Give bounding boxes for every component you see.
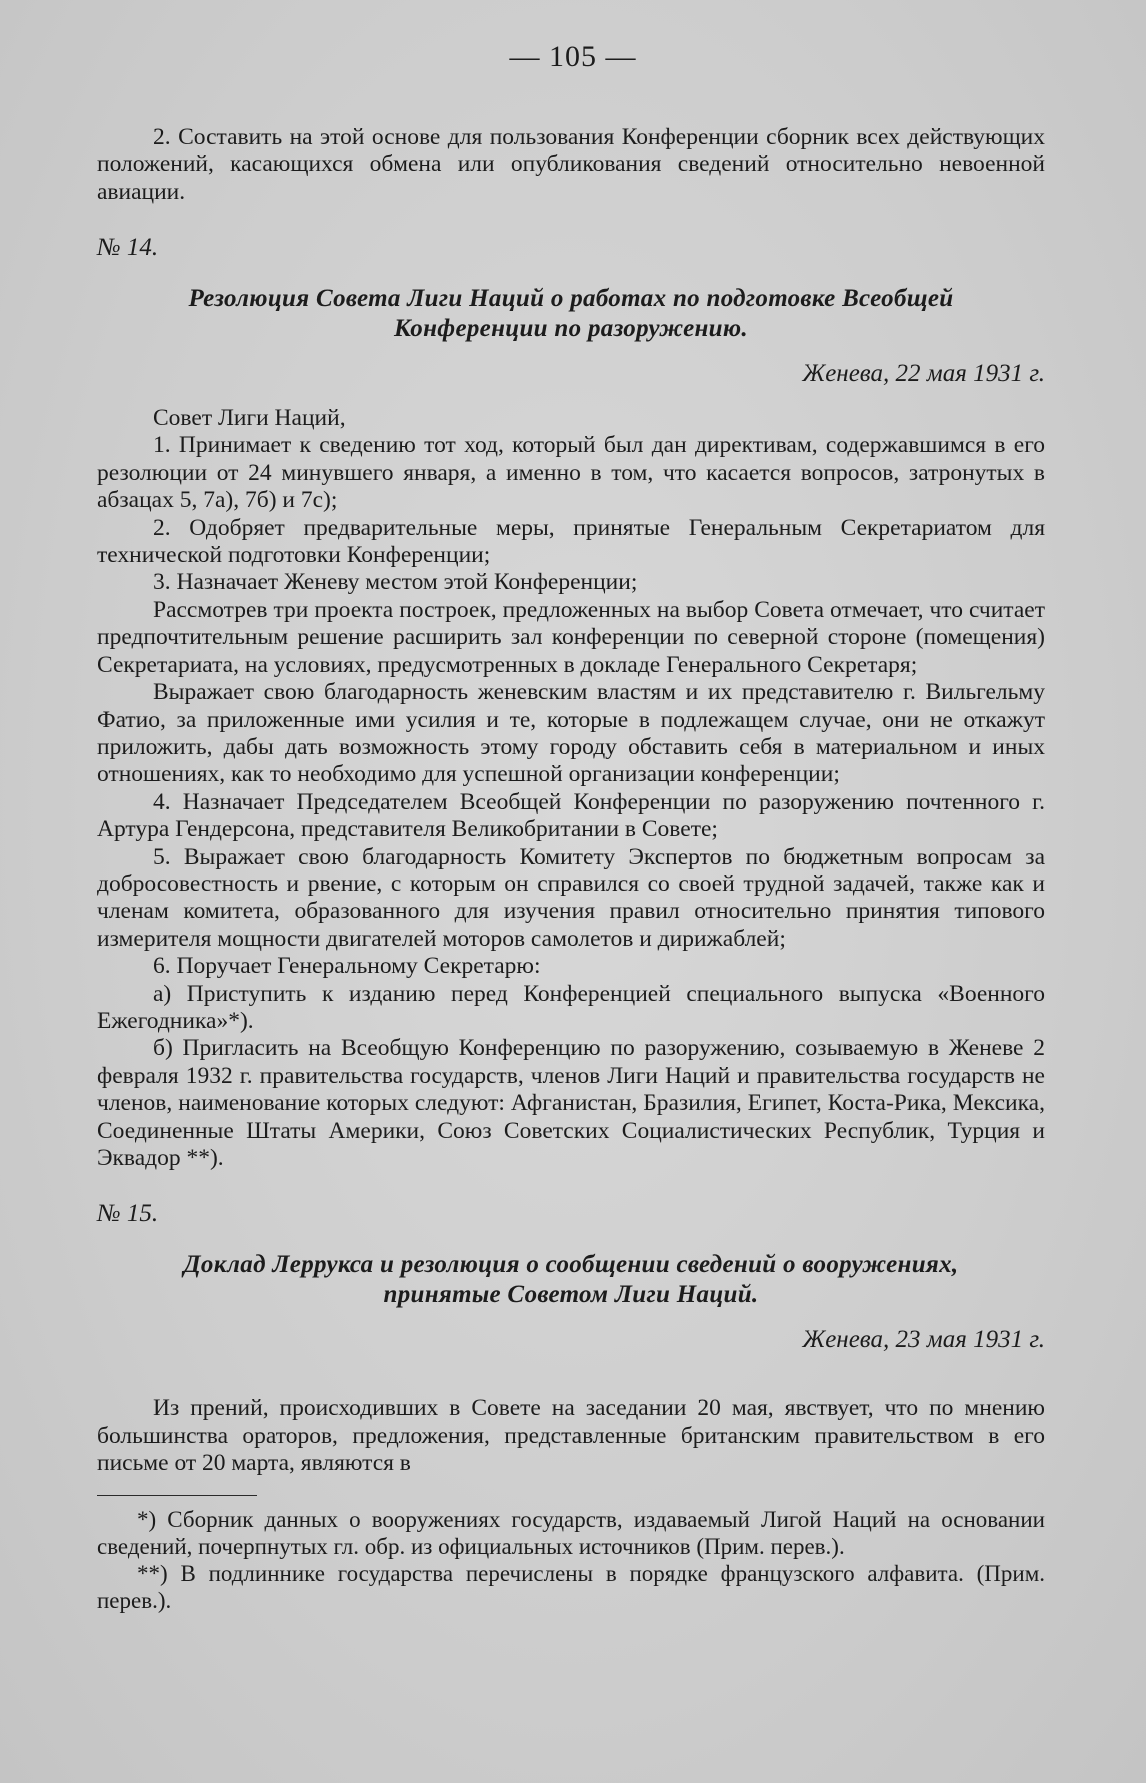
- footnote-divider: [97, 1495, 257, 1496]
- document-15-paragraph: Из прений, происходивших в Совете на заседании 20 мая, явствует, что по мнению большинства ораторов, предложения, представленные британским правительством в его письме от 20 марта, являются в: [97, 1395, 1045, 1477]
- footnote: **) В подлиннике государства перечислены в порядке французского алфавита. (Прим. перев.).: [97, 1561, 1045, 1614]
- paragraph-item-2: 2. Составить на этой основе для пользования Конференции сборник всех действующих положений, касающихся обмена или опубликования сведений относительно невоенной авиации.: [97, 124, 1045, 205]
- document-14-heading: [97, 284, 1045, 344]
- document-14-paragraph: 6. Поручает Генеральному Секретарю:: [153, 953, 541, 980]
- document-15-dateline: Женева, 23 мая 1931 г.: [802, 1325, 1045, 1353]
- document-number-15: № 15.: [97, 1200, 159, 1228]
- document-14-paragraph: 1. Принимает к сведению тот ход, который был дан директивам, содержавшимся в его резолюции от 24 минувшего января, а именно в том, что касается вопросов, затронутых в абзацах 5, 7а), 7б) и 7с);: [97, 432, 1045, 514]
- document-14-opening: Совет Лиги Наций,: [153, 405, 346, 432]
- document-14-dateline: Женева, 22 мая 1931 г.: [802, 359, 1045, 387]
- footnotes: [97, 1506, 1045, 1614]
- document-14-paragraph: 5. Выражает свою благодарность Комитету Экспертов по бюджетным вопросам за добросовестность и рвение, с которым он справился со своей трудной задачей, также как и членам комитета, образованного для изучения правил относительно принятия типового измерителя мощности двигателей моторов самолетов и дирижаблей;: [97, 843, 1045, 952]
- document-14-paragraph: а) Приступить к изданию перед Конференцией специального выпуска «Военного Ежегодника»*).: [97, 980, 1045, 1034]
- page-content: [97, 124, 1045, 1614]
- document-number-14: № 14.: [97, 234, 159, 262]
- document-14-paragraph: б) Пригласить на Всеобщую Конференцию по разоружению, созываемую в Женеве 2 февраля 1932 г. правительства государств, членов Лиги Наций и правительства государств не членов, наименование которых следуют: Афганистан, Бразилия, Египет, Коста-Рика, Мексика, Соединенные Штаты Америки, Союз Советских Социалистических Республик, Турция и Эквадор **).: [97, 1035, 1045, 1171]
- page-number: — 105 —: [509, 40, 637, 73]
- footnote: *) Сборник данных о вооружениях государств, издаваемый Лигой Наций на основании сведений, почерпнутых гл. обр. из официальных источников (Прим. перев.).: [97, 1507, 1045, 1560]
- document-14-paragraph: Рассмотрев три проекта построек, предложенных на выбор Совета отмечает, что считает предпочтительным решение расширить зал конференции по северной стороне (помещения) Секретариата, на условиях, предусмотренных в докладе Генерального Секретаря;: [97, 596, 1045, 678]
- document-14-paragraph: 4. Назначает Председателем Всеобщей Конференции по разоружению почтенного г. Артура Гендерсона, представителя Великобритании в Совете;: [97, 788, 1045, 843]
- document-14-paragraph: 3. Назначает Женеву местом этой Конференции;: [153, 569, 638, 596]
- spacer: [97, 1371, 1045, 1395]
- document-15-heading-line1: Доклад Леррукса и резолюция о сообщении сведений о вооружениях,: [183, 1250, 959, 1278]
- document-14-heading-line2: Конференции по разоружению.: [394, 314, 748, 342]
- document-15-heading: [97, 1250, 1045, 1310]
- document-15-heading-line2: принятые Советом Лиги Наций.: [383, 1280, 759, 1308]
- document-14-heading-line1: Резолюция Совета Лиги Наций о работах по подготовке Всеобщей: [188, 284, 954, 312]
- document-14-paragraph: 2. Одобряет предварительные меры, принятые Генеральным Секретариатом для технической подготовки Конференции;: [97, 514, 1045, 569]
- document-14-paragraph: Выражает свою благодарность женевским властям и их представителю г. Вильгельму Фатио, за приложенные ими усилия и те, которые в подлежащем случае, они не откажут приложить, дабы дать возможность этому городу обставить себя в материальном и иных отношениях, как то необходимо для успешной организации конференции;: [97, 679, 1045, 788]
